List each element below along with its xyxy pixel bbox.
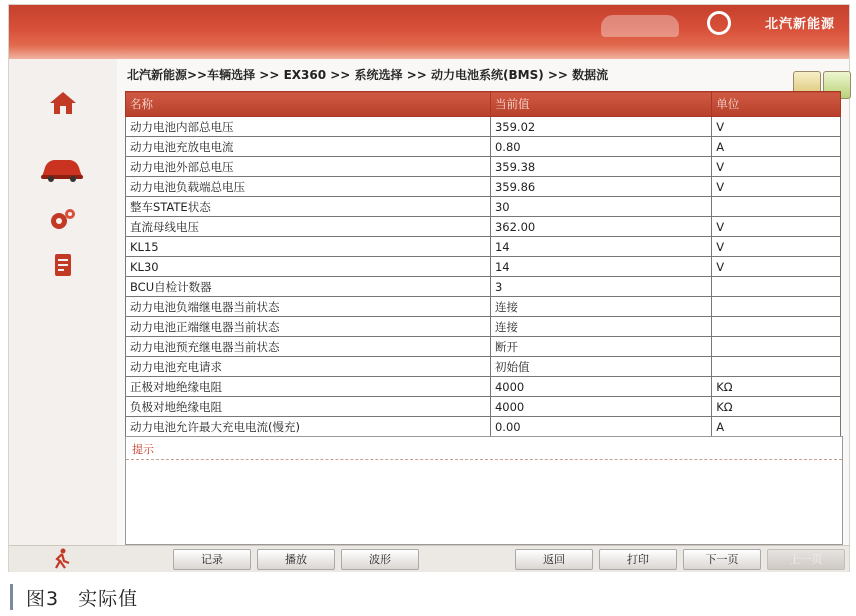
value-cell: 0.00 [490,417,711,437]
table-row[interactable] [126,117,841,137]
value-cell: 4000 [490,397,711,417]
back-button[interactable]: 返回 [515,549,593,570]
value-cell: 14 [490,237,711,257]
unit-cell: KΩ [712,397,841,417]
prev-page-button[interactable]: 上一页 [767,549,845,570]
unit-cell [712,317,841,337]
unit-cell [712,297,841,317]
run-icon[interactable] [49,548,73,570]
car-icon[interactable] [39,153,85,183]
brand-name: 北汽新能源 [764,17,835,32]
data-stream-table [125,91,841,458]
caption-marker [10,584,13,610]
table-row[interactable] [126,397,841,417]
bottom-toolbar [9,545,849,572]
name-cell: 动力电池正端继电器当前状态 [126,317,491,337]
record-button[interactable]: 记录 [173,549,251,570]
name-cell: 动力电池内部总电压 [126,117,491,137]
table-row[interactable] [126,217,841,237]
hint-label: 提示 [132,443,154,456]
value-cell: 4000 [490,377,711,397]
sidebar [9,59,118,545]
value-cell: 连接 [490,317,711,337]
table-row[interactable] [126,377,841,397]
value-cell: 0.80 [490,137,711,157]
value-cell: 断开 [490,337,711,357]
figure-caption [26,584,138,611]
unit-cell: V [712,117,841,137]
table-row[interactable] [126,277,841,297]
waveform-button[interactable]: 波形 [341,549,419,570]
name-cell: KL30 [126,257,491,277]
table-header-row [126,92,841,117]
name-cell: 正极对地绝缘电阻 [126,377,491,397]
unit-cell: V [712,257,841,277]
table-row[interactable] [126,257,841,277]
car-logo-icon [601,15,679,37]
breadcrumb: 北汽新能源>>车辆选择 >> EX360 >> 系统选择 >> 动力电池系统(BMS) >> 数据流 [127,68,609,82]
value-cell: 14 [490,257,711,277]
value-cell: 30 [490,197,711,217]
table-row[interactable] [126,137,841,157]
table-row[interactable] [126,337,841,357]
name-cell: 动力电池充放电电流 [126,137,491,157]
home-icon[interactable] [47,89,79,117]
unit-cell: V [712,217,841,237]
column-header-value[interactable]: 当前值 [490,92,711,117]
table-row[interactable] [126,177,841,197]
column-header-unit[interactable]: 单位 [712,92,841,117]
unit-cell: KΩ [712,377,841,397]
value-cell: 359.86 [490,177,711,197]
title-bar [9,5,849,59]
unit-cell [712,357,841,377]
name-cell: 动力电池负载端总电压 [126,177,491,197]
unit-cell [712,277,841,297]
unit-cell: V [712,157,841,177]
name-cell: 负极对地绝缘电阻 [126,397,491,417]
name-cell: 动力电池负端继电器当前状态 [126,297,491,317]
data-stream-panel [117,59,849,545]
name-cell: 整车STATE状态 [126,197,491,217]
hint-panel [125,436,843,545]
value-cell: 3 [490,277,711,297]
value-cell: 连接 [490,297,711,317]
table-row[interactable] [126,237,841,257]
name-cell: 动力电池允许最大充电电流(慢充) [126,417,491,437]
brand-ring-icon [707,11,731,35]
value-cell: 362.00 [490,217,711,237]
table-row[interactable] [126,417,841,437]
table-row[interactable] [126,157,841,177]
table-row[interactable] [126,197,841,217]
unit-cell: A [712,417,841,437]
column-header-name[interactable]: 名称 [126,92,491,117]
figure-title: 实际值 [78,588,139,610]
value-cell: 359.02 [490,117,711,137]
hint-divider [126,459,842,460]
unit-cell: V [712,177,841,197]
print-button[interactable]: 打印 [599,549,677,570]
name-cell: 直流母线电压 [126,217,491,237]
table-row[interactable] [126,317,841,337]
unit-cell [712,197,841,217]
name-cell: BCU自检计数器 [126,277,491,297]
name-cell: 动力电池充电请求 [126,357,491,377]
name-cell: KL15 [126,237,491,257]
figure-number: 图3 [26,588,60,610]
unit-cell: A [712,137,841,157]
table-row[interactable] [126,357,841,377]
next-page-button[interactable]: 下一页 [683,549,761,570]
value-cell: 初始值 [490,357,711,377]
value-cell: 359.38 [490,157,711,177]
name-cell: 动力电池外部总电压 [126,157,491,177]
name-cell: 动力电池预充继电器当前状态 [126,337,491,357]
diagnostic-window [8,4,850,572]
playback-button[interactable]: 播放 [257,549,335,570]
table-row[interactable] [126,297,841,317]
unit-cell: V [712,237,841,257]
unit-cell [712,337,841,357]
gear-icon[interactable] [47,205,79,233]
report-icon[interactable] [47,251,79,279]
